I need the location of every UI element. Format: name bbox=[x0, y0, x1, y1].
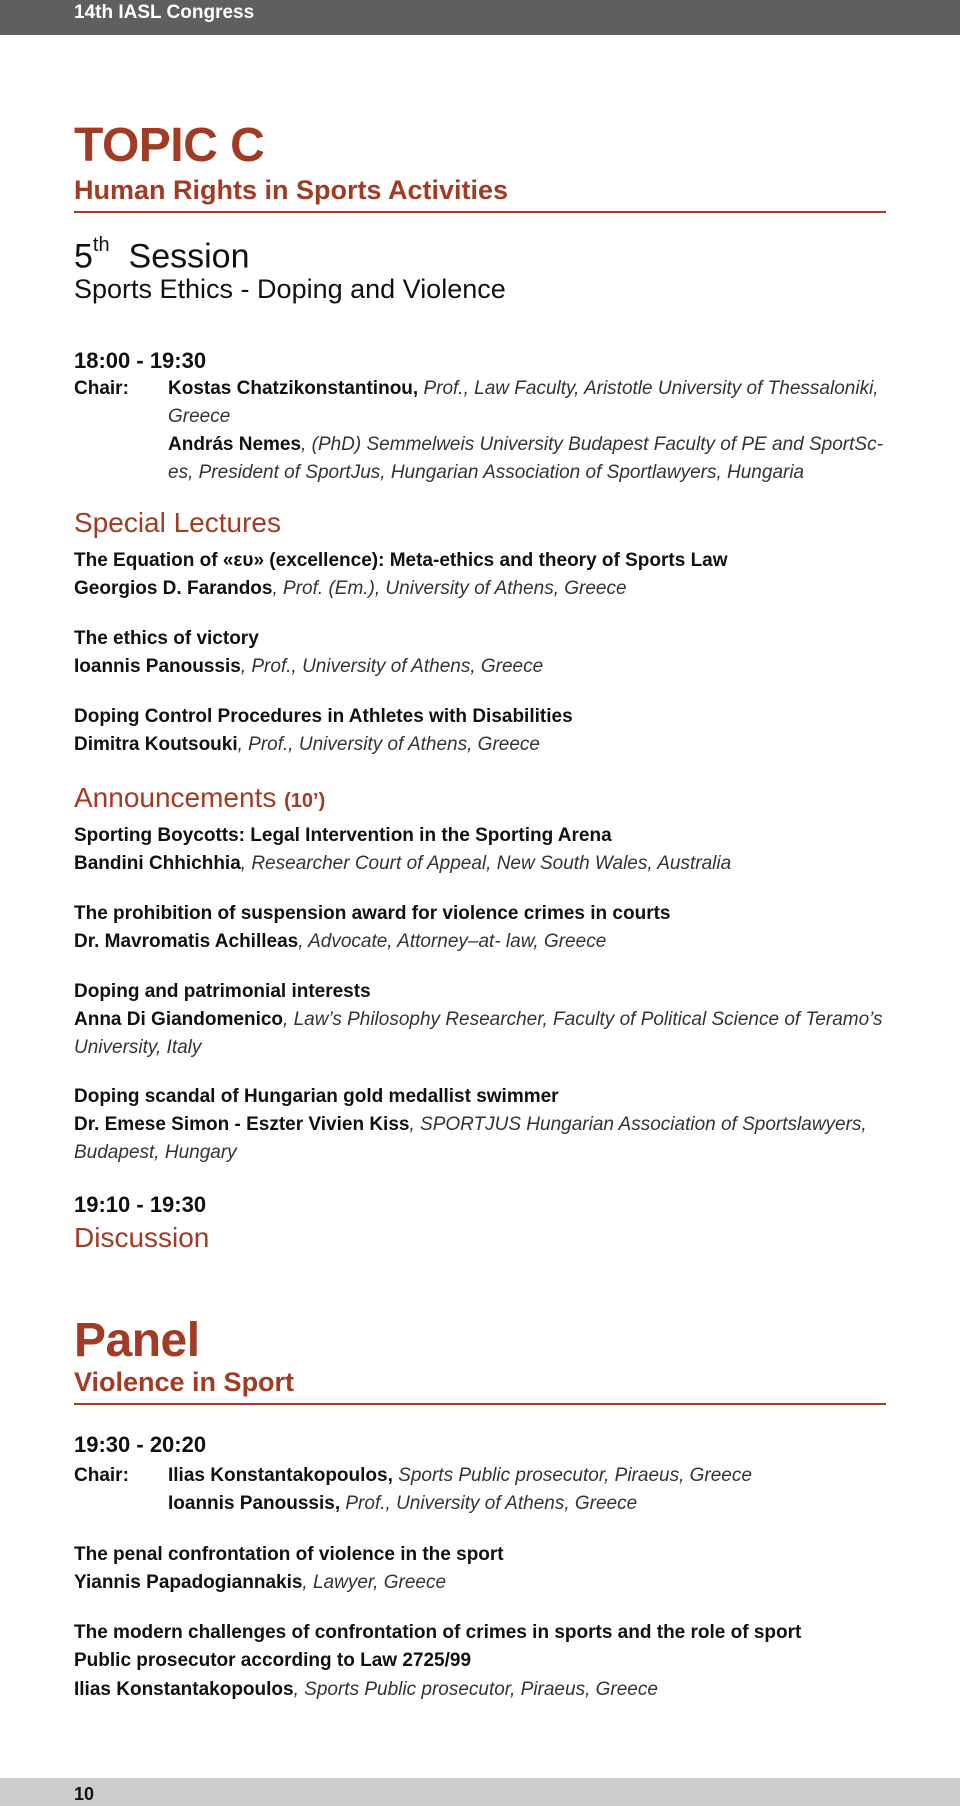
lecture-title: The ethics of victory bbox=[74, 628, 259, 649]
topic-rule bbox=[74, 211, 886, 213]
lecture-speaker: Georgios D. Farandos, Prof. (Em.), University of Athens, Greece bbox=[74, 578, 627, 599]
topic-title: TOPIC C bbox=[74, 119, 265, 172]
panel-time: 19:30 - 20:20 bbox=[74, 1432, 207, 1457]
panel-talk-title: The penal confrontation of violence in the sport bbox=[74, 1544, 504, 1565]
session-chair-2 bbox=[168, 431, 888, 487]
announcements-heading: Announcements (10’) bbox=[74, 782, 326, 813]
announcements-duration: (10’) bbox=[284, 790, 326, 812]
announcement-title: Doping and patrimonial interests bbox=[74, 981, 371, 1002]
announcement-speaker: Bandini Chhichhia, Researcher Court of Appeal, New South Wales, Australia bbox=[74, 853, 732, 874]
session-time: 18:00 - 19:30 bbox=[74, 348, 207, 373]
session-chair-1 bbox=[168, 375, 888, 431]
chair-affiliation: Prof., Law Faculty, Aristotle University of Thessaloniki, Greece bbox=[168, 378, 879, 427]
announcement-speaker: Anna Di Giandomenico, Law’s Philosophy Researcher, Faculty of Political Science of Teramo’s University, Italy bbox=[74, 1009, 883, 1058]
announcement-title: The prohibition of suspension award for violence crimes in courts bbox=[74, 903, 671, 924]
session-heading bbox=[74, 229, 249, 276]
chair-name: András Nemes bbox=[168, 434, 302, 455]
announcement-speaker: Dr. Mavromatis Achilleas, Advocate, Attorney–at- law, Greece bbox=[74, 931, 607, 952]
lecture-title: The Equation of «ευ» (excellence): Meta-ethics and theory of Sports Law bbox=[74, 550, 728, 571]
session-subtitle: Sports Ethics - Doping and Violence bbox=[74, 274, 506, 304]
panel-talk-speaker: Yiannis Papadogiannakis, Lawyer, Greece bbox=[74, 1572, 447, 1593]
session-word: Session bbox=[128, 237, 250, 276]
lecture-title: Doping Control Procedures in Athletes with Disabilities bbox=[74, 706, 573, 727]
panel-talk-speaker: Ilias Konstantakopoulos, Sports Public prosecutor, Piraeus, Greece bbox=[74, 1679, 658, 1700]
panel-talk-title: The modern challenges of confrontation of crimes in sports and the role of sport Public prosecutor according to Law 2725/99 bbox=[74, 1622, 802, 1671]
chair-affiliation: Prof., University of Athens, Greece bbox=[340, 1493, 638, 1514]
panel-rule bbox=[74, 1403, 886, 1405]
session-ordinal: th bbox=[92, 234, 110, 256]
chair-affiliation: , (PhD) Semmelweis University Budapest Faculty of PE and SportSc-es, President of SportJus, Hungarian Association of Sportlawyers, Hungaria bbox=[168, 434, 883, 483]
discussion-label: Discussion bbox=[74, 1222, 210, 1253]
panel-title: Panel bbox=[74, 1314, 200, 1367]
lecture-speaker: Dimitra Koutsouki, Prof., University of Athens, Greece bbox=[74, 734, 540, 755]
chair-name: Ioannis Panoussis, bbox=[168, 1493, 341, 1514]
special-lectures-heading: Special Lectures bbox=[74, 507, 282, 538]
announcement-title: Doping scandal of Hungarian gold medallist swimmer bbox=[74, 1086, 559, 1107]
panel-subtitle: Violence in Sport bbox=[74, 1367, 295, 1397]
lecture-speaker: Ioannis Panoussis, Prof., University of Athens, Greece bbox=[74, 656, 544, 677]
page-header-bar bbox=[0, 0, 960, 35]
session-chair-label: Chair: bbox=[74, 378, 129, 399]
announcement-title: Sporting Boycotts: Legal Intervention in the Sporting Arena bbox=[74, 825, 612, 846]
page-number: 10 bbox=[74, 1784, 95, 1804]
announcement-speaker: Dr. Emese Simon - Eszter Vivien Kiss, SPORTJUS Hungarian Association of Sportslawyers, Budapest, Hungary bbox=[74, 1114, 867, 1163]
topic-subtitle: Human Rights in Sports Activities bbox=[74, 175, 509, 205]
chair-name: Kostas Chatzikonstantinou, bbox=[168, 378, 419, 399]
chair-name: Ilias Konstantakopoulos, bbox=[168, 1465, 393, 1486]
congress-title: 14th IASL Congress bbox=[74, 2, 255, 23]
discussion-time: 19:10 - 19:30 bbox=[74, 1192, 207, 1217]
panel-chair-1 bbox=[168, 1462, 888, 1490]
session-number: 5 bbox=[74, 237, 93, 276]
panel-chair-2 bbox=[168, 1490, 888, 1518]
page-footer-bar bbox=[0, 1778, 960, 1806]
chair-affiliation: Sports Public prosecutor, Piraeus, Greece bbox=[392, 1465, 752, 1486]
panel-chair-label: Chair: bbox=[74, 1465, 129, 1486]
